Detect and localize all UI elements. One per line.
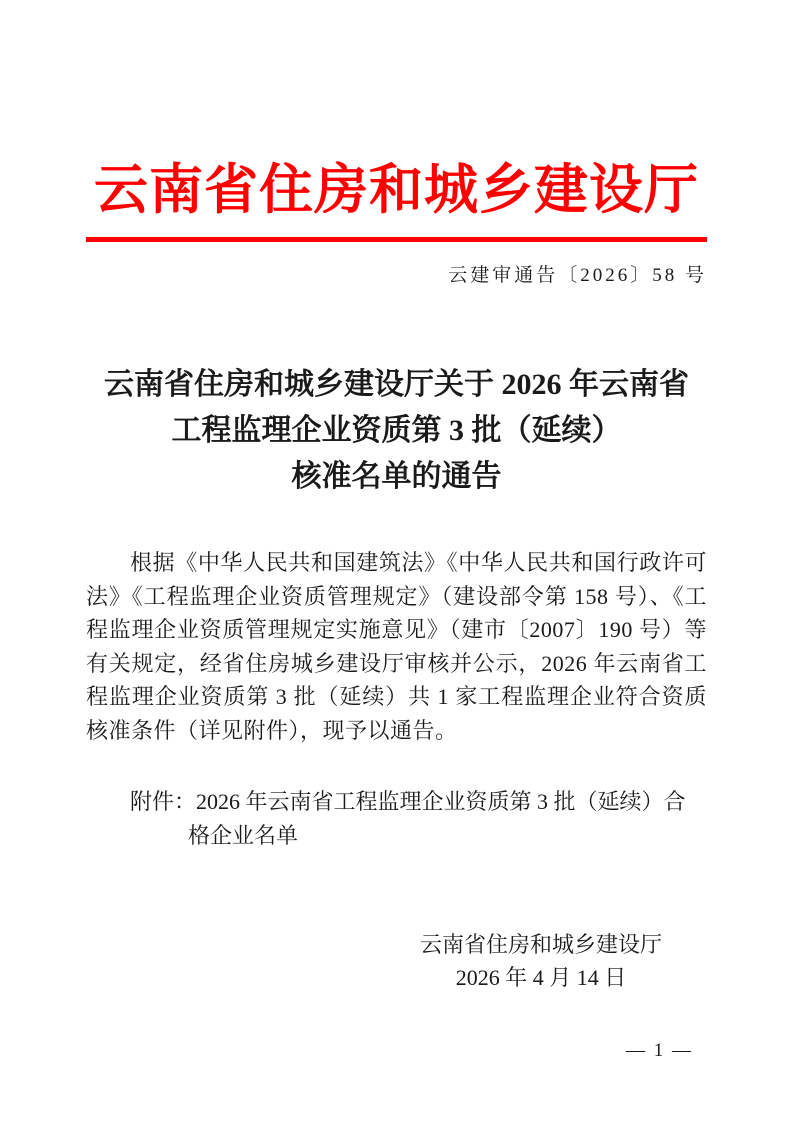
body-line: 核准条件（详见附件），现予以通告。 — [86, 717, 458, 743]
body-line: 根据《中华人民共和国建筑法》《中华人民共和国行政许可 — [130, 550, 707, 575]
body-line: 程监理企业资质管理规定实施意见》（建市〔2007〕190 号）等 — [86, 617, 707, 642]
notice-title-line2: 工程监理企业资质第 3 批（延续） — [171, 414, 622, 447]
signature-agency: 云南省住房和城乡建设厅 — [419, 932, 662, 957]
header-red-divider — [86, 237, 707, 242]
attachment-line2: 格企业名单 — [188, 822, 299, 848]
notice-title-line3: 核准名单的通告 — [291, 460, 502, 493]
signature-date: 2026 年 4 月 14 日 — [455, 965, 627, 990]
notice-title-line1: 云南省住房和城乡建设厅关于 2026 年云南省 — [104, 368, 689, 401]
agency-header-title: 云南省住房和城乡建设厅 — [94, 160, 699, 220]
signature-block — [371, 928, 711, 994]
notice-body-paragraph — [86, 546, 707, 747]
attachment-note — [86, 785, 707, 852]
notice-title — [86, 362, 707, 500]
body-line: 程监理企业资质第 3 批（延续）共 1 家工程监理企业符合资质 — [86, 684, 707, 709]
body-line: 法》《工程监理企业资质管理规定》（建设部令第 158 号）、《工 — [86, 583, 707, 609]
attachment-line1: 附件：2026 年云南省工程监理企业资质第 3 批（延续）合 — [130, 789, 686, 814]
document-number: 云建审通告〔2026〕58 号 — [448, 265, 707, 286]
body-line: 有关规定，经省住房城乡建设厅审核并公示，2026 年云南省工 — [86, 650, 707, 676]
page-number: — 1 — — [626, 1040, 693, 1061]
